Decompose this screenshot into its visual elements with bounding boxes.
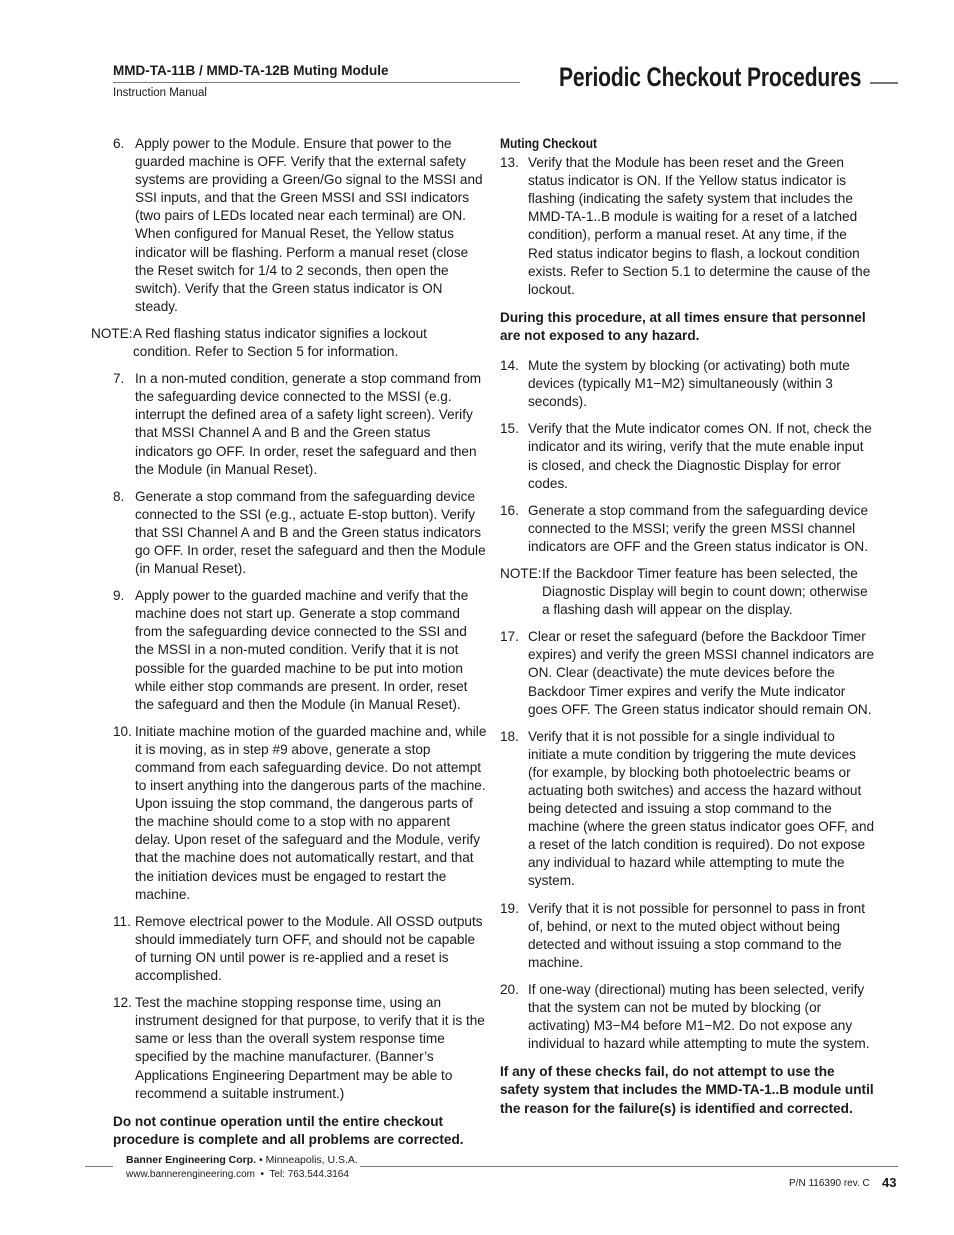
step-17: [500, 628, 875, 718]
step-number: 12.: [113, 995, 132, 1011]
step-number: 18.: [500, 728, 519, 744]
checkout-warning: Do not continue operation until the entire checkout procedure is complete and all problems are corrected.: [113, 1113, 464, 1147]
step-text: In a non-muted condition, generate a stop command from the safeguarding device connected to the MSSI (e.g. interrupt the defined area of a safety light screen). Verify that MSSI Channel A and B and the Green status indicators go OFF. In order, reset the safeguard and then the Module (in Manual Reset).: [135, 371, 482, 477]
footer-company: [126, 1154, 358, 1166]
header-rule: [113, 82, 520, 83]
step-14: [500, 357, 875, 411]
step-12: [113, 994, 488, 1103]
footer-rule-left: [85, 1166, 113, 1167]
step-10: [113, 723, 488, 904]
muting-checkout-heading: [500, 135, 875, 153]
manual-label: Instruction Manual: [113, 87, 207, 99]
step-number: 8.: [113, 488, 125, 504]
step-text: Verify that it is not possible for personnel to pass in front of, behind, or next to the muted object without being detected and without issuing a stop command to the machine.: [528, 900, 866, 970]
step-text: Verify that the Mute indicator comes ON. If not, check the indicator and its wiring, verify that the mute enable input is closed, and check the Diagnostic Display for error codes.: [528, 421, 872, 491]
step-text: Verify that it is not possible for a single individual to initiate a mute condition by triggering the mute devices (for example, by blocking both photoelectric beams or actuating both switches) and access the hazard without being detected and issuing a stop command to the machine (where the green status indicator goes OFF, and a reset of the latch condition is required). Do not expose any individual to hazard while attempting to mute the system.: [528, 728, 875, 889]
step-text: Generate a stop command from the safeguarding device connected to the MSSI; verify the green MSSI channel indicators are OFF and the Green status indicator is ON.: [528, 502, 869, 554]
step-number: 15.: [500, 421, 519, 437]
header-dash: [870, 82, 898, 84]
note-label: NOTE:: [500, 565, 542, 581]
section-title: Periodic Checkout Procedures: [559, 62, 862, 92]
step-text: Remove electrical power to the Module. All OSSD outputs should immediately turn OFF, and should not be capable of turning ON until power is re-applied and a reset is accomplished.: [135, 913, 483, 984]
step-number: 19.: [500, 900, 519, 916]
left-column: [91, 135, 488, 1161]
step-number: 6.: [113, 136, 125, 151]
product-name: MMD-TA-11B / MMD-TA-12B Muting Module: [113, 63, 389, 78]
step-20: [500, 981, 875, 1053]
step-number: 10.: [113, 723, 132, 739]
company-location: • Minneapolis, U.S.A.: [256, 1154, 358, 1166]
step-9: [113, 587, 488, 714]
footer-rule-right: [360, 1166, 898, 1167]
step-7: [113, 370, 488, 479]
step-16: [500, 502, 875, 556]
step-number: 9.: [113, 588, 125, 604]
note-backdoor-timer: [500, 565, 875, 619]
step-6: [113, 135, 488, 316]
heading-text: Muting Checkout: [500, 136, 598, 151]
step-8: [113, 488, 488, 578]
step-11: [113, 913, 488, 985]
step-number: 16.: [500, 502, 519, 518]
step-text: Apply power to the guarded machine and verify that the machine does not start up. Generate a stop command from the safeguarding device connected to the SSI and the MSSI in a non-muted condition. Verify that it is not possible for the guarded machine to be put into motion while either stop commands are present. In order, reset the safeguard and then the Module (in Manual Reset).: [135, 588, 469, 712]
step-text: Verify that the Module has been reset and the Green status indicator is ON. If the Yellow status indicator is flashing (indicating the safety system that includes the MMD-TA-1..B module is waiting for a reset of a latched condition), perform a manual reset. At any time, if the Red status indicator begins to flash, a lockout condition exists. Refer to Section 5.1 to determine the cause of the lockout.: [528, 155, 871, 297]
note-label: NOTE:: [91, 325, 133, 341]
step-13: [500, 154, 875, 299]
step-text: Clear or reset the safeguard (before the Backdoor Timer expires) and verify the green MSSI channel indicators are ON. Clear (deactivate) the mute devices before the Backdoor Timer expires and verify the Mute indicator goes OFF. The Green status indicator should remain ON.: [528, 629, 875, 717]
right-column: [500, 135, 875, 1130]
step-number: 14.: [500, 358, 519, 374]
step-19: [500, 900, 875, 972]
note-text: If the Backdoor Timer feature has been selected, the Diagnostic Display will begin to count down; otherwise a flashing dash will appear on the display.: [542, 565, 868, 618]
step-15: [500, 420, 875, 492]
step-number: 13.: [500, 155, 519, 171]
step-number: 11.: [113, 913, 131, 929]
part-number: P/N 116390 rev. C: [789, 1178, 870, 1189]
step-text: Initiate machine motion of the guarded machine and, while it is moving, as in step #9 above, generate a stop command from each safeguarding device. Do not attempt to insert anything into the dangerous parts of the machine. Upon issuing the stop command, the dangerous parts of the machine should come to a stop with no apparent delay. Upon reset of the safeguard and the Module, verify that the machine does not automatically restart, and that the initiation devices must be engaged to restart the machine.: [135, 723, 487, 902]
page-number: 43: [882, 1175, 897, 1190]
footer-contact: www.bannerengineering.com • Tel: 763.544.3164: [126, 1169, 349, 1180]
step-text: If one-way (directional) muting has been selected, verify that the system can not be muted by blocking (or activating) M3−M4 before M1−M2. Do not expose any individual to hazard while attempting to mute the system.: [528, 981, 870, 1052]
step-text: Test the machine stopping response time, using an instrument designed for that purpose, to verify that it is the same or less than the overall system response time specified by the machine manufacturer. (Banner’s Applications Engineering Department may be able to recommend a suitable instrument.): [135, 995, 485, 1101]
step-18: [500, 728, 875, 891]
step-text: Generate a stop command from the safeguarding device connected to the SSI (e.g., actuate E-stop button). Verify that SSI Channel A and B and the Green status indicators go OFF. In order, reset the safeguard and then the Module (in Manual Reset).: [135, 488, 486, 577]
step-number: 7.: [113, 371, 125, 387]
step-number: 20.: [500, 981, 519, 997]
step-text: Apply power to the Module. Ensure that power to the guarded machine is OFF. Verify that the external safety systems are providing a Green/Go signal to the MSSI and SSI inputs, and that the Green MSSI and SSI indicators (two pairs of LEDs located near each terminal) are ON. When configured for Manual Reset, the Yellow status indicator will be flashing. Perform a manual reset (close the Reset switch for 1/4 to 2 seconds, then open the switch). Verify that the Green status indicator is ON steady.: [135, 136, 483, 314]
note-lockout: [91, 325, 488, 361]
step-number: 17.: [500, 629, 519, 645]
note-text: A Red flashing status indicator signifies a lockout condition. Refer to Section 5 for information.: [133, 325, 427, 360]
personnel-warning: During this procedure, at all times ensure that personnel are not exposed to any hazard.: [500, 309, 866, 343]
company-name: Banner Engineering Corp.: [126, 1154, 257, 1166]
step-text: Mute the system by blocking (or activating) both mute devices (typically M1−M2) simultaneously (within 3 seconds).: [528, 358, 850, 410]
failure-warning: If any of these checks fail, do not attempt to use the safety system that includes the MMD-TA-1..B module until the reason for the failure(s) is identified and corrected.: [500, 1064, 874, 1116]
